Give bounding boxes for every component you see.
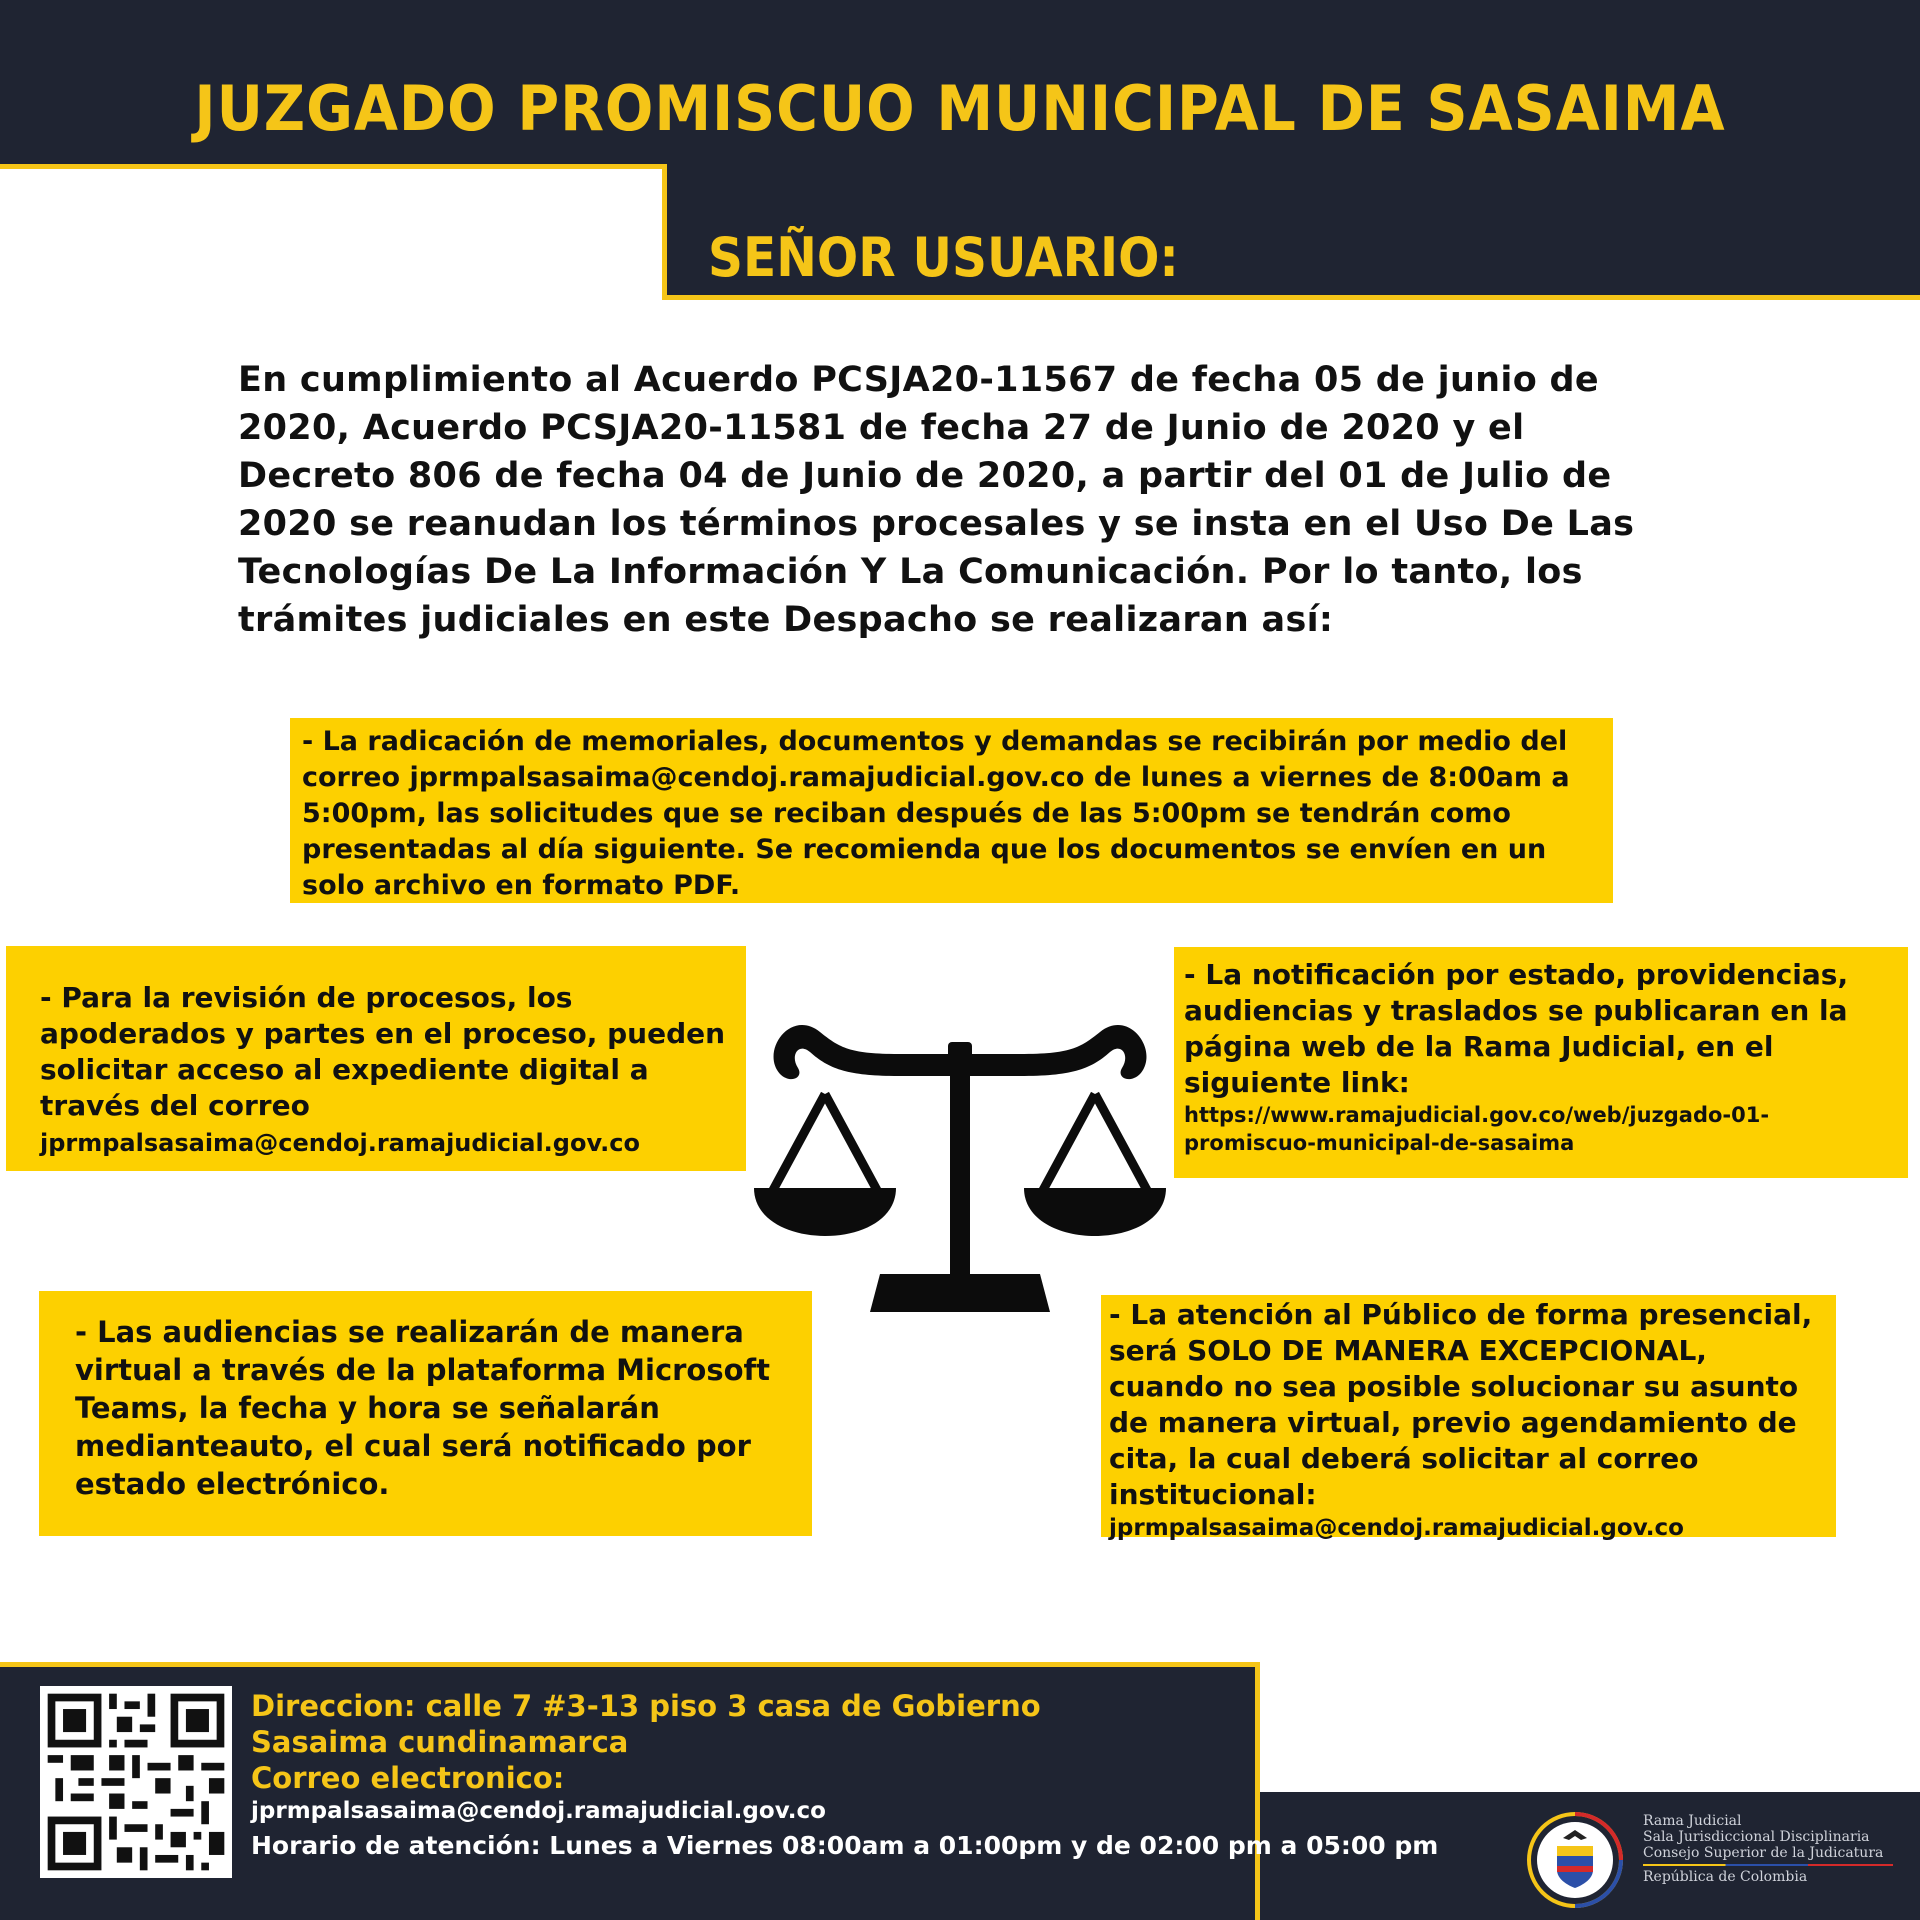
rama-judicial-label xyxy=(1643,1813,1893,1885)
intro-paragraph: En cumplimiento al Acuerdo PCSJA20-11567 de fecha 05 de junio de 2020, Acuerdo PCSJA20-11581 de fecha 27 de Junio de 2020 y el Decreto 806 de fecha 04 de Junio de 2020, a partir del 01 de Julio de 2020 se reanudan los términos procesales y se insta en el Uso De Las Tecnologías De La Información Y La Comunicación. Por lo tanto, los trámites judiciales en este Despacho se realizaran así: xyxy=(238,360,1635,640)
footer-city: Sasaima cundinamarca xyxy=(251,1725,629,1759)
scale-of-justice-icon xyxy=(750,1012,1170,1342)
rj-line4: República de Colombia xyxy=(1643,1869,1808,1885)
atencion-text: - La atención al Público de forma presencial, será SOLO DE MANERA EXCEPCIONAL, cuando no sea posible solucionar su asunto de manera virtual, previo agendamiento de cita, la cual deberá solicitar al correo institucional: xyxy=(1109,1298,1813,1511)
rj-line1: Rama Judicial xyxy=(1643,1813,1742,1829)
header-divider xyxy=(0,164,665,169)
footer-email-label: Correo electronico: xyxy=(251,1761,565,1795)
notificacion-text: - La notificación por estado, providencias, audiencias y traslados se publicaran en la página web de la Rama Judicial, en el siguiente link: xyxy=(1184,958,1849,1099)
qr-code[interactable] xyxy=(40,1686,232,1878)
footer-address: Direccion: calle 7 #3-13 piso 3 casa de Gobierno xyxy=(251,1689,1041,1723)
rj-line3: Consejo Superior de la Judicatura xyxy=(1643,1845,1884,1861)
notificacion-box xyxy=(1174,947,1908,1178)
footer-email[interactable]: jprmpalsasaima@cendoj.ramajudicial.gov.co xyxy=(251,1798,826,1824)
atencion-email[interactable]: jprmpalsasaima@cendoj.ramajudicial.gov.co xyxy=(1109,1515,1684,1541)
revision-email[interactable]: jprmpalsasaima@cendoj.ramajudicial.gov.co xyxy=(40,1129,640,1157)
radicacion-box xyxy=(290,718,1613,903)
page-title: JUZGADO PROMISCUO MUNICIPAL DE SASAIMA xyxy=(194,72,1726,145)
page-subtitle: SEÑOR USUARIO: xyxy=(708,226,1179,289)
footer-contact xyxy=(251,1688,1438,1866)
audiencias-text: - Las audiencias se realizarán de manera virtual a través de la plataforma Microsoft Teams, la fecha y hora se señalarán medianteauto, el cual será notificado por estado electrónico. xyxy=(75,1315,771,1501)
audiencias-box xyxy=(39,1291,812,1536)
colombia-seal-icon xyxy=(1525,1810,1625,1910)
rj-line2: Sala Jurisdiccional Disciplinaria xyxy=(1643,1829,1870,1845)
revision-box xyxy=(6,946,746,1171)
rj-color-bar xyxy=(1643,1864,1893,1866)
revision-text: - Para la revisión de procesos, los apoderados y partes en el proceso, pueden solicitar acceso al expediente digital a través del correo xyxy=(40,981,726,1122)
atencion-box xyxy=(1101,1295,1836,1541)
radicacion-text: - La radicación de memoriales, documentos y demandas se recibirán por medio del correo jprmpalsasaima@cendoj.ramajudicial.gov.co de lunes a viernes de 8:00am a 5:00pm, las solicitudes que se reciban después de las 5:00pm se tendrán como presentadas al día siguiente. Se recomienda que los documentos se envíen en un solo archivo en formato PDF. xyxy=(302,726,1570,901)
notificacion-link[interactable]: https://www.ramajudicial.gov.co/web/juzgado-01-promiscuo-municipal-de-sasaima xyxy=(1184,1103,1770,1155)
footer-hours: Horario de atención: Lunes a Viernes 08:00am a 01:00pm y de 02:00 pm a 05:00 pm xyxy=(251,1831,1439,1860)
